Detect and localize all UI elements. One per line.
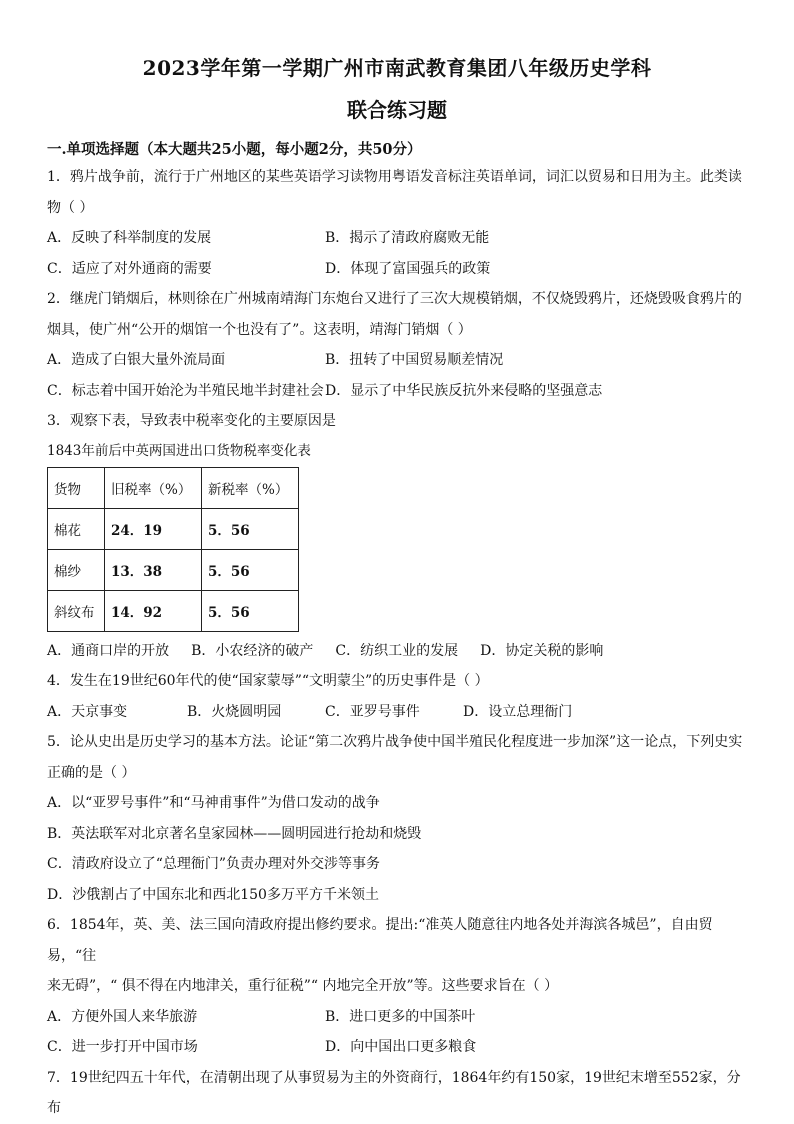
q4-option-a: A．天京事变: [47, 703, 128, 720]
q2-option-b: B．扭转了中国贸易顺差情况: [325, 352, 504, 368]
q5-stem-line1: 5．论从史出是历史学习的基本方法。论证“第二次鸦片战争使中国半殖民化程度进一步加深”这一论点，下列史实: [47, 734, 743, 750]
q5-option-a: A．以“亚罗号事件”和“马神甫事件”为借口发动的战争: [47, 795, 380, 811]
q3-table-caption: 1843年前后中英两国进出口货物税率变化表: [47, 442, 311, 459]
q1-option-d: D．体现了富国强兵的政策: [325, 260, 491, 277]
table-cell: 棉纱: [48, 549, 105, 590]
table-header-row: [48, 467, 299, 508]
table-row: [48, 508, 299, 549]
tax-rate-table: [47, 467, 299, 632]
q2-stem-line1: 2．继虎门销烟后，林则徐在广州城南靖海门东炮台又进行了三次大规模销烟，不仅烧毁鸦片，还烧毁吸食鸦片的: [47, 291, 742, 307]
q5-option-b: B．英法联军对北京著名皇家园林——圆明园进行抢劫和烧毁: [47, 825, 422, 842]
q3-option-b: B．小农经济的破产: [191, 642, 314, 659]
table-cell: 13．38: [105, 549, 202, 590]
table-cell: 24．19: [105, 508, 202, 549]
q1-option-a: A．反映了科举制度的发展: [47, 230, 212, 246]
q4-option-d: D．设立总理衙门: [463, 703, 573, 720]
q6-option-c: C．进一步打开中国市场: [47, 1039, 198, 1055]
q4-option-c: C．亚罗号事件: [325, 703, 420, 720]
table-cell: 14．92: [105, 590, 202, 631]
section-heading: 一.单项选择题（本大题共25小题，每小题2分，共50分）: [47, 141, 422, 158]
q3-option-a: A．通商口岸的开放: [47, 642, 170, 659]
table-cell: 斜纹布: [48, 590, 105, 631]
table-cell: 5．56: [202, 549, 299, 590]
q2-stem-line2: 烟具，使广州“公开的烟馆一个也没有了”。这表明，靖海门销烟（ ）: [47, 321, 472, 338]
q2-option-c: C．标志着中国开始沦为半殖民地半封建社会: [47, 382, 324, 399]
q3-option-d: D．协定关税的影响: [480, 642, 604, 659]
q7-stem-line1: 7．19世纪四五十年代，在清朝出现了从事贸易为主的外资商行，1864年约有150家，19世纪末增至552家，分布: [47, 1069, 741, 1116]
q2-option-d: D．显示了中华民族反抗外来侵略的坚强意志: [325, 382, 603, 399]
table-cell: 5．56: [202, 590, 299, 631]
q2-options-row2: [47, 376, 747, 407]
table-header-cell: 旧税率（%）: [105, 467, 202, 508]
q3-stem: 3．观察下表，导致表中税率变化的主要原因是: [47, 413, 336, 429]
table-cell: 5．56: [202, 508, 299, 549]
q4-options-row: [47, 697, 747, 728]
q1-option-c: C．适应了对外通商的需要: [47, 260, 212, 277]
q1-stem-line1: 1．鸦片战争前，流行于广州地区的某些英语学习读物用粤语发音标注英语单词，词汇以贸易和日用为主。此类读: [47, 169, 742, 185]
q6-option-d: D．向中国出口更多粮食: [325, 1039, 477, 1055]
q4-option-b: B．火烧圆明园: [187, 703, 282, 720]
q1-option-b: B．揭示了清政府腐败无能: [325, 230, 490, 246]
table-header-cell: 货物: [48, 467, 105, 508]
table-header-cell: 新税率（%）: [202, 467, 299, 508]
table-cell: 棉花: [48, 508, 105, 549]
q5-stem-line2: 正确的是（ ）: [47, 764, 136, 781]
page-title: 2023学年第一学期广州市南武教育集团八年级历史学科: [142, 56, 652, 80]
q6-options-row2: [47, 1032, 747, 1063]
q5-option-c: C．清政府设立了“总理衙门”负责办理对外交涉等事务: [47, 856, 381, 872]
q2-option-a: A．造成了白银大量外流局面: [47, 352, 226, 368]
q6-stem-line2: 来无碍”，“ 俱不得在内地津关，重行征税”“ 内地完全开放”等。这些要求旨在（ ）: [47, 978, 559, 994]
q5-option-d: D．沙俄割占了中国东北和西北150多万平方千米领土: [47, 886, 379, 903]
table-row: [48, 590, 299, 631]
q4-stem: 4．发生在19世纪60年代的使“国家蒙辱”“文明蒙尘”的历史事件是（ ）: [47, 673, 489, 689]
table-row: [48, 549, 299, 590]
q6-options-row1: [47, 1002, 747, 1033]
q2-options-row1: [47, 345, 747, 376]
q1-options-row1: [47, 223, 747, 254]
q6-stem-line1: 6．1854年，英、美、法三国向清政府提出修约要求。提出:“准英人随意往内地各处并海滨各城邑”，自由贸易，“往: [47, 917, 713, 964]
q6-option-a: A．方便外国人来华旅游: [47, 1008, 198, 1025]
q6-option-b: B．进口更多的中国茶叶: [325, 1008, 476, 1025]
q1-stem-line2: 物（ ）: [47, 199, 94, 216]
q3-option-c: C．纺织工业的发展: [335, 642, 459, 659]
page-subtitle: 联合练习题: [347, 98, 447, 122]
q1-options-row2: [47, 254, 747, 285]
q3-options-row: [47, 636, 747, 667]
